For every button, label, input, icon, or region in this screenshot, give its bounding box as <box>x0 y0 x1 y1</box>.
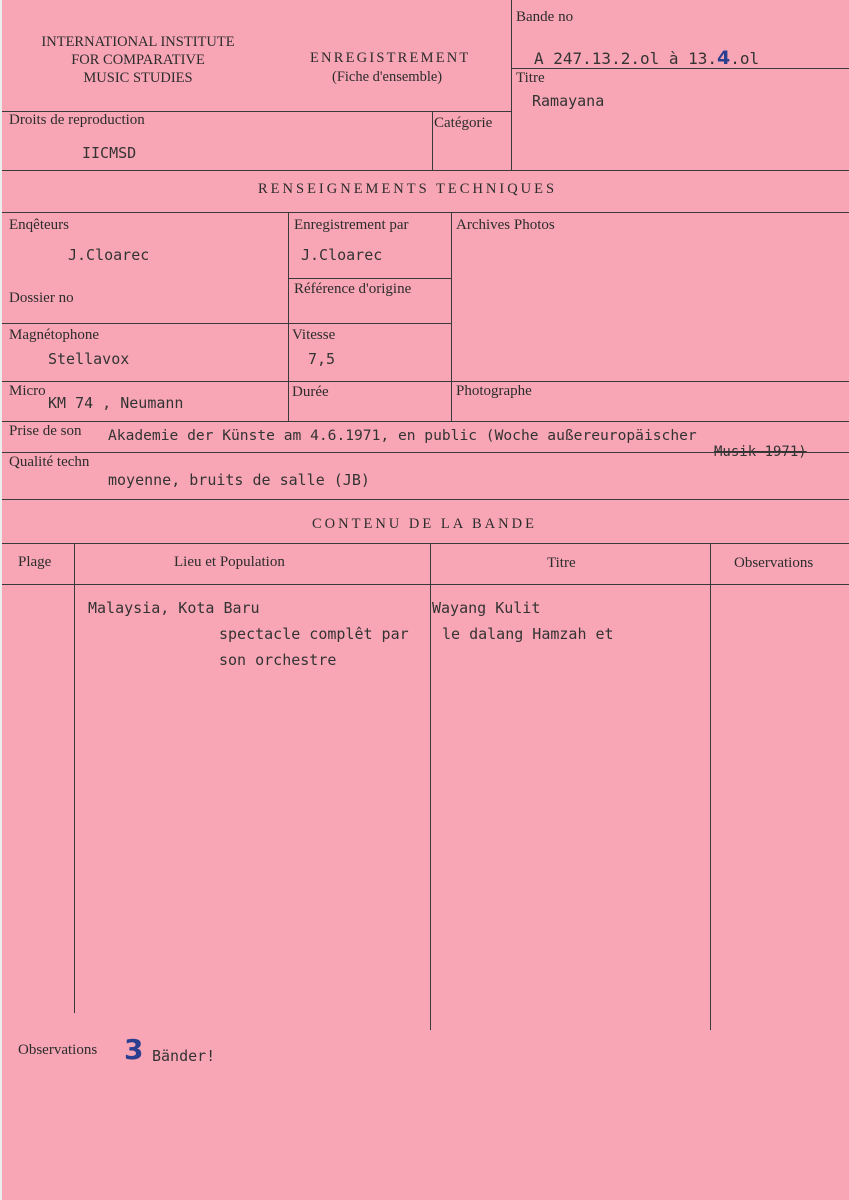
qualite-label: Qualité techn <box>9 454 90 470</box>
contents-section-title: CONTENU DE LA BANDE <box>312 516 537 532</box>
reference-label: Référence d'origine <box>294 281 412 297</box>
prise-de-son-value-2: Musik 1971) <box>714 444 807 460</box>
enregistrement-value: J.Cloarec <box>301 246 383 264</box>
col-header-lieu: Lieu et Population <box>174 554 285 570</box>
magnetophone-value: Stellavox <box>48 350 130 368</box>
enregistrement-label: Enregistrement par <box>294 217 409 233</box>
bande-hand-digit: 4 <box>717 47 731 69</box>
vitesse-label: Vitesse <box>292 327 336 343</box>
col-header-plage: Plage <box>18 554 52 570</box>
bande-value-suffix: .ol <box>730 49 760 68</box>
archives-photos-label: Archives Photos <box>456 217 555 233</box>
tech-col-1-divider <box>288 212 289 421</box>
magnetophone-label: Magnétophone <box>9 327 99 343</box>
col-header-titre: Titre <box>547 555 576 571</box>
prise-de-son-label: Prise de son <box>9 423 82 439</box>
form-subtitle: (Fiche d'ensemble) <box>332 69 443 85</box>
vitesse-value: 7,5 <box>308 350 336 368</box>
titre-label: Titre <box>516 70 545 86</box>
institute-line-1: INTERNATIONAL INSTITUTE <box>41 34 235 50</box>
categorie-label: Catégorie <box>434 115 493 131</box>
tech-col-2-divider <box>451 212 452 421</box>
titre-col-divider <box>710 543 711 1030</box>
technical-section-title: RENSEIGNEMENTS TECHNIQUES <box>258 181 558 197</box>
observations-label: Observations <box>18 1042 98 1058</box>
contents-top-line <box>2 543 849 544</box>
micro-top-line <box>2 381 849 382</box>
bande-label: Bande no <box>516 9 574 25</box>
contents-header-line <box>2 584 849 585</box>
prise-de-son-value: Akademie der Künste am 4.6.1971, en public (Woche außereuropäischer <box>108 427 697 444</box>
bande-value-prefix: A 247.13.2.ol à 13. <box>534 49 718 68</box>
titre-line-2: le dalang Hamzah et <box>442 625 614 643</box>
header-bottom-line <box>2 170 849 171</box>
qualite-top-line <box>2 452 849 453</box>
photographe-label: Photographe <box>456 383 532 399</box>
qualite-value: moyenne, bruits de salle (JB) <box>108 471 370 489</box>
observations-value: Bänder! <box>152 1047 216 1065</box>
plage-col-divider <box>74 543 75 1013</box>
titre-line-1: Wayang Kulit <box>432 599 541 617</box>
form-title: ENREGISTREMENT <box>310 50 471 66</box>
bande-value <box>534 49 759 68</box>
col-header-observations: Observations <box>734 555 814 571</box>
micro-value: KM 74 , Neumann <box>48 394 184 412</box>
technical-top-line <box>2 212 849 213</box>
duree-label: Durée <box>292 384 329 400</box>
droits-label: Droits de reproduction <box>9 112 145 128</box>
lieu-line-1: Malaysia, Kota Baru <box>88 599 260 617</box>
bande-titre-divider <box>511 68 849 69</box>
header-divider <box>511 0 512 170</box>
enqueteurs-label: Enqêteurs <box>9 217 69 233</box>
dossier-label: Dossier no <box>9 290 74 306</box>
micro-label: Micro <box>9 383 46 399</box>
magneto-top-line <box>2 323 451 324</box>
titre-value: Ramayana <box>532 92 605 110</box>
reference-top-line <box>288 278 451 279</box>
droits-value: IICMSD <box>82 144 137 162</box>
categorie-divider <box>432 111 433 170</box>
lieu-line-2: spectacle complêt par <box>219 625 409 643</box>
enqueteurs-value: J.Cloarec <box>68 246 150 264</box>
institute-line-2: FOR COMPARATIVE <box>71 52 205 68</box>
lieu-line-3: son orchestre <box>219 651 337 669</box>
technical-bottom-line <box>2 499 849 500</box>
observations-hand-digit: 3 <box>124 1033 144 1066</box>
institute-line-3: MUSIC STUDIES <box>83 70 193 86</box>
prise-top-line <box>2 421 849 422</box>
lieu-col-divider <box>430 543 431 1030</box>
institute-name <box>2 33 274 87</box>
